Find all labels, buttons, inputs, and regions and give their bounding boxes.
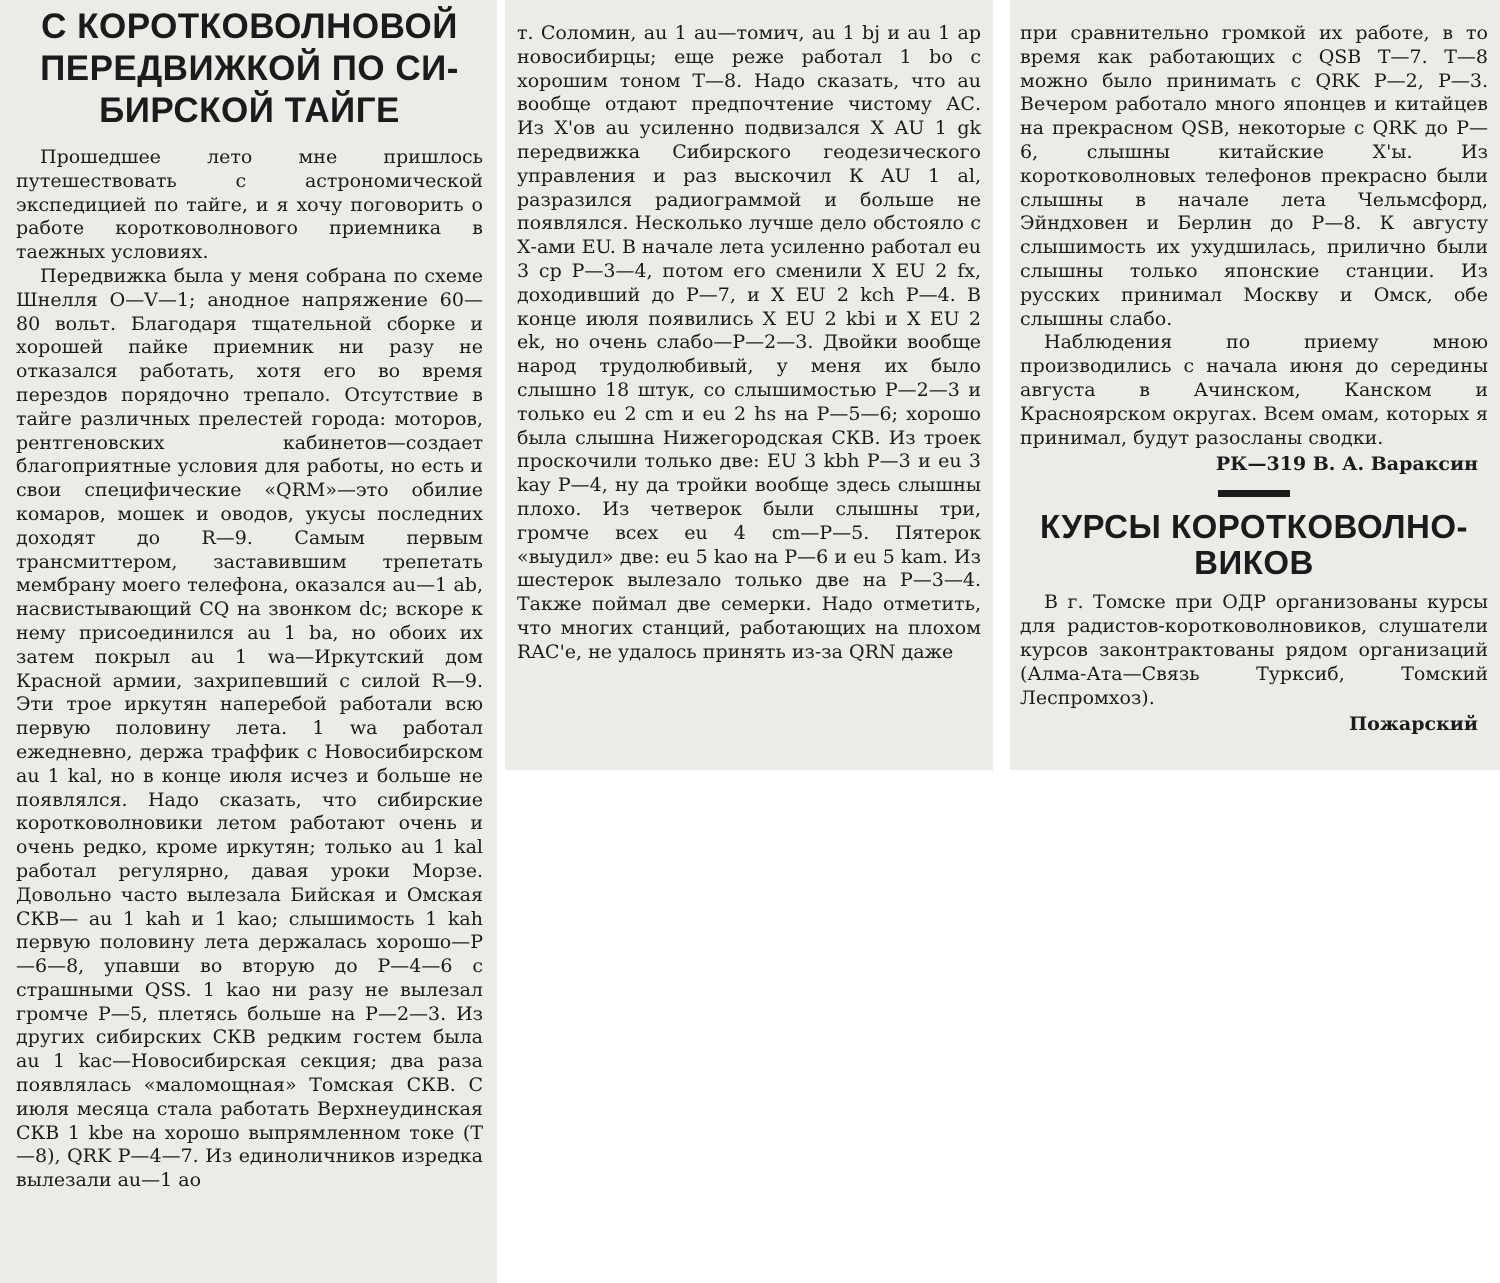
article-paragraph: Наблюдения по приему мною производились с начала июня до середины августа в Ачинском, Канском и Красноярском округах. Всем омам, которых я принимал, будут разосланы сводки. xyxy=(1020,331,1488,449)
section-divider xyxy=(1218,490,1290,497)
article-paragraph: при сравнительно громкой их работе, в то время как работающих с QSB Т—7. Т—8 можно было принимать с QRK Р—2, Р—3. Вечером работало много японцев и китайцев на прекрасном QSB, некоторые с QRK до Р—6, слышны китайские Х'ы. Из коротковолновых телефонов прекрасно были слышны в начале лета Чельмсфорд, Эйндховен и Берлин до Р—8. К августу слышимость их ухудшилась, прилично были слышны только японские станции. Из русских принимал Москву и Омск, обе слышны слабо. xyxy=(1020,22,1488,330)
article-paragraph: Передвижка была у меня собрана по схеме Шнелля О—V—1; анодное напряжение 60—80 вольт. Благодаря тщательной сборке и хорошей пайке приемник ни разу не отказался работать, хотя его во время перездов порядочно трепало. Отсутствие в тайге различных прелестей города: моторов, рентгеновских кабинетов—создает благоприятные условия для работы, но есть и свои специфические «QRM»—это обилие комаров, мошек и оводов, укусы последних доходят до R—9. Самым первым трансмиттером, заставившим трепетать мембрану моего телефона, оказался au—1 ab, насвистывающий CQ на звонком dc; вскоре к нему присоединился au 1 ba, но обоих их затем покрыл au 1 wa—Иркутский дом Красной армии, захрипевший с силой R—9. Эти трое иркутян наперебой работали всю первую половину лета. 1 wa работал ежедневно, держа траффик с Новосибирском au 1 kal, но в конце июля исчез и больше не появлялся. Надо сказать, что сибирские коротковолновики летом работают очень и очень редко, кроме иркутян; только au 1 kal работал регулярно, давая уроки Морзе. Довольно часто вылезала Бийская и Омская СКВ— au 1 kah и 1 kao; слышимость 1 kah первую половину лета держалась хорошо—Р—6—8, упавши во вторую до Р—4—6 с страшными QSS. 1 kao ни разу не вылезал громче Р—5, плетясь больше на Р—2—3. Из других сибирских СКВ редким гостем была au 1 kac—Новосибирская секция; два раза появлялась «маломощная» Томская СКВ. С июля месяца стала работать Верхнеудинская СКВ 1 kbe на хорошо выпрямленном токе (Т—8), QRK Р—4—7. Из единоличников изредка вылезали au—1 ao xyxy=(16,264,483,1192)
article-title: С КОРОТКОВОЛНОВОЙ ПЕРЕДВИЖКОЙ ПО СИ- БИРСКОЙ ТАЙГЕ xyxy=(40,7,459,130)
article-paragraph: т. Соломин, au 1 au—томич, au 1 bj и au 1 ap новосибирцы; еще реже работал 1 bo с хорошим тоном Т—8. Надо сказать, что au вообще отдают предпочтение чистому АС. Из Х'ов au усиленно подвизался Х AU 1 gk передвижка Сибирского геодезического управления и раз выскочил К AU 1 al, разразился радиограммой и больше не появлялся. Несколько лучше дело обстояло с Х-ами EU. В начале лета усиленно работал eu 3 cp Р—3—4, потом его сменили Х EU 2 fx, доходивший до Р—7, и Х EU 2 kch Р—4. В конце июля появились Х EU 2 kbi и Х EU 2 ek, но очень слабо—Р—2—3. Двойки вообще народ трудолюбивый, у меня их было слышно 18 штук, со слышимостью Р—2—3 и только eu 2 cm и eu 2 hs на Р—5—6; хорошо была слышна Нижегородская СКВ. Из троек проскочили только две: EU 3 kbh Р—3 и eu 3 kay Р—4, ну да тройки вообще здесь слышны плохо. Из четверок были слышны три, громче всех eu 4 cm—Р—5. Пятерок «выудил» две: eu 5 kao на Р—6 и eu 5 kam. Из шестерок вылезало только две на Р—3—4. Также поймал две семерки. Надо отметить, что многих станций, работающих на плохом RAC'e, не удалось принять из-за QRN даже xyxy=(517,22,981,663)
article-paragraph: Прошедшее лето мне пришлось путешествовать с астрономической экспедицией по тайге, и я хочу поговорить о работе коротковолнового приемника в таежных условиях. xyxy=(16,146,483,264)
column-2 xyxy=(505,0,993,770)
article-paragraph: В г. Томске при ОДР организованы курсы для радистов-коротковолновиков, слушатели курсов законтрактованы рядом организаций (Алма-Ата—Связь Турксиб, Томский Леспромхоз). xyxy=(1020,591,1488,709)
column-1 xyxy=(0,0,497,1283)
article-title-2: КУРСЫ КОРОТКОВОЛНО- ВИКОВ xyxy=(1039,508,1468,582)
column-3 xyxy=(1010,0,1500,770)
article-signature-2: Пожарский xyxy=(1349,713,1478,736)
article-signature: РК—319 В. А. Вараксин xyxy=(1215,453,1478,476)
